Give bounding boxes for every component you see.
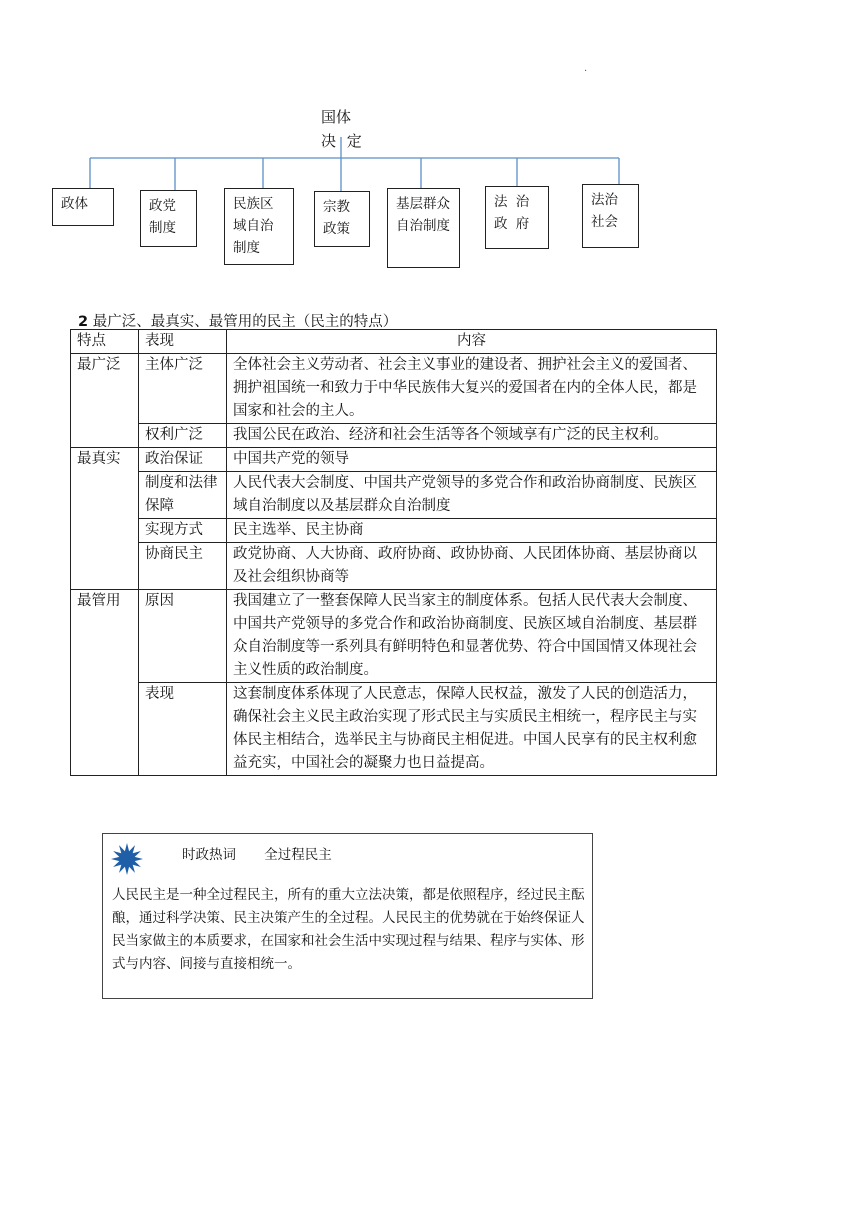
democracy-features-table	[70, 329, 717, 776]
content-cell: 我国公民在政治、经济和社会生活等各个领域享有广泛的民主权利。	[227, 424, 717, 448]
content-cell: 这套制度体系体现了人民意志，保障人民权益，激发了人民的创造活力，确保社会主义民主政治实现了形式民主与实质民主相统一，程序民主与实体民主相结合，选举民主与协商民主相促进。中国人民享有的民主权利愈益充实，中国社会的凝聚力也日益提高。	[227, 683, 717, 776]
table-row	[71, 424, 717, 448]
tree-node-zhengti: 政体	[52, 188, 114, 226]
feature-cell: 最管用	[71, 590, 139, 776]
aspect-cell: 制度和法律保障	[139, 472, 227, 519]
table-header-row	[71, 330, 717, 354]
star-burst-icon	[110, 842, 144, 876]
aspect-cell: 政治保证	[139, 448, 227, 472]
table-row	[71, 590, 717, 683]
feature-cell: 最真实	[71, 448, 139, 590]
table-row	[71, 448, 717, 472]
note-body-text: 人民民主是一种全过程民主，所有的重大立法决策，都是依照程序，经过民主酝酿，通过科学决策、民主决策产生的全过程。人民民主的优势就在于始终保证人民当家做主的本质要求，在国家和社会生活中实现过程与结果、程序与实体、形式与内容、间接与直接相统一。	[112, 887, 585, 972]
tree-root-sublabel: 决 定	[321, 132, 365, 150]
header-feature: 特点	[71, 330, 139, 354]
tree-node-grassroots-autonomy: 基层群众自治制度	[387, 188, 460, 268]
aspect-cell: 表现	[139, 683, 227, 776]
section-number: 2	[78, 314, 89, 330]
stray-dot-mark: ·	[584, 66, 588, 77]
aspect-cell: 协商民主	[139, 543, 227, 590]
feature-cell: 最广泛	[71, 354, 139, 448]
aspect-cell: 实现方式	[139, 519, 227, 543]
table-row	[71, 543, 717, 590]
aspect-cell: 原因	[139, 590, 227, 683]
table-row	[71, 354, 717, 424]
tree-root-label: 国体	[321, 108, 352, 126]
content-cell: 全体社会主义劳动者、社会主义事业的建设者、拥护社会主义的爱国者、拥护祖国统一和致力于中华民族伟大复兴的爱国者在内的全体人民，都是国家和社会的主人。	[227, 354, 717, 424]
content-cell: 我国建立了一整套保障人民当家主的制度体系。包括人民代表大会制度、中国共产党领导的多党合作和政治协商制度、民族区域自治制度、基层群众自治制度等一系列具有鲜明特色和显著优势、符合中国国情又体现社会主义性质的政治制度。	[227, 590, 717, 683]
tree-node-party-system: 政党制度	[140, 190, 197, 247]
note-label: 时政热词	[182, 847, 236, 863]
aspect-cell: 权利广泛	[139, 424, 227, 448]
tree-node-religion-policy: 宗教政策	[314, 191, 370, 247]
table-row	[71, 519, 717, 543]
table-row	[71, 683, 717, 776]
aspect-cell: 主体广泛	[139, 354, 227, 424]
note-term: 全过程民主	[264, 847, 332, 863]
table-row	[71, 472, 717, 519]
tree-node-ethnic-autonomy: 民族区域自治制度	[224, 188, 294, 265]
content-cell: 人民代表大会制度、中国共产党领导的多党合作和政治协商制度、民族区域自治制度以及基层群众自治制度	[227, 472, 717, 519]
header-aspect: 表现	[139, 330, 227, 354]
section-title	[78, 310, 397, 331]
tree-node-rule-of-law-government: 法 治政 府	[485, 186, 549, 249]
content-cell: 民主选举、民主协商	[227, 519, 717, 543]
tree-node-rule-of-law-society: 法治社会	[582, 184, 639, 248]
header-content: 内容	[227, 330, 717, 354]
note-header	[182, 843, 356, 863]
content-cell: 政党协商、人大协商、政府协商、政协协商、人民团体协商、基层协商以及社会组织协商等	[227, 543, 717, 590]
section-title-text: 最广泛、最真实、最管用的民主（民主的特点）	[92, 314, 398, 330]
content-cell: 中国共产党的领导	[227, 448, 717, 472]
